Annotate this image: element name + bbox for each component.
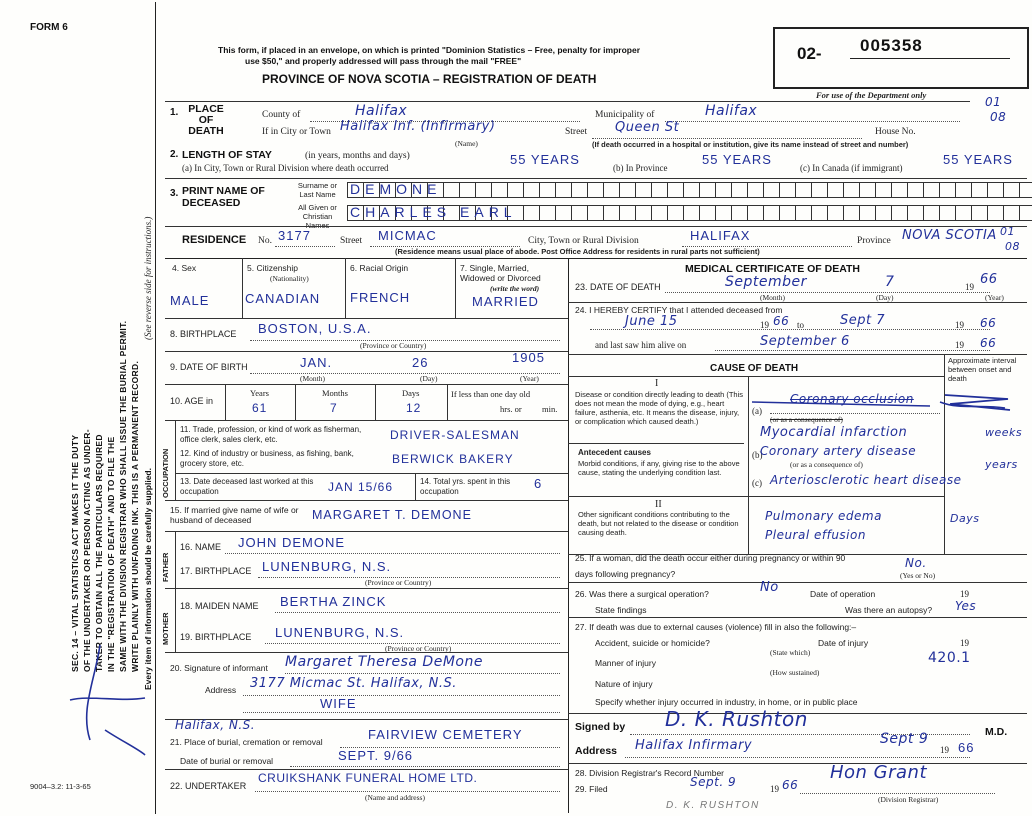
state-findings-label: State findings <box>595 605 647 615</box>
stay-city-label: (a) In City, Town or Rural Division where death occurred <box>182 163 389 173</box>
death-year-caption: (Year) <box>985 293 1004 302</box>
mother-section-label: MOTHER <box>161 612 170 645</box>
death-day-caption: (Day) <box>876 293 894 302</box>
stay-label: LENGTH OF STAY <box>182 149 272 161</box>
q13-label: 13. Date deceased last worked at this occupation <box>180 477 314 496</box>
cause-b-value: Coronary artery disease <box>760 444 917 458</box>
age-months-value: 7 <box>330 401 338 415</box>
residence-street-label: Street <box>340 236 363 246</box>
occupation-section-label: OCCUPATION <box>161 448 170 498</box>
death-year: 66 <box>980 272 998 287</box>
birthplace-caption: (Province or Country) <box>360 341 427 350</box>
medical-title: MEDICAL CERTIFICATE OF DEATH <box>685 263 860 275</box>
municipality-label: Municipality of <box>595 110 655 120</box>
burial-place-label: 21. Place of burial, cremation or removal <box>170 737 323 747</box>
residence-city-value: HALIFAX <box>690 228 751 243</box>
physician-year-prefix: 19 <box>940 745 949 755</box>
q15-value: MARGARET T. DEMONE <box>312 508 472 522</box>
reg-number: 005358 <box>860 36 923 55</box>
q28-label: 28. Division Registrar's Record Number <box>575 768 725 778</box>
mother-birthplace-value: LUNENBURG, N.S. <box>275 625 405 640</box>
physician-address: Halifax Infirmary <box>635 738 753 753</box>
informant-relation: WIFE <box>320 696 357 711</box>
place-num: 1. <box>170 107 179 118</box>
citizenship-label: 5. Citizenship <box>247 263 299 273</box>
q14-label: 14. Total yrs. spent in this occupation <box>420 477 511 496</box>
last-saw-prefix: 19 <box>955 340 964 350</box>
age-years-value: 61 <box>252 401 268 415</box>
mother-maiden-label: 18. MAIDEN NAME <box>180 601 259 611</box>
antecedent-description: Morbid conditions, if any, giving rise to the above cause, stating the underlying condition last. <box>578 459 740 477</box>
q25-label: 25. If a woman, did the death occur either during pregnancy or within 90 days following pregnancy? <box>575 553 846 579</box>
md-label: M.D. <box>985 726 1008 738</box>
q14-value: 6 <box>534 476 543 491</box>
margin-check-mark <box>60 640 150 760</box>
statute-line-2: OF THE UNDERTAKER OR PERSON ACTING AS UNDER- <box>82 429 92 672</box>
careful-note: Every item of information should be carefully supplied. <box>143 468 153 690</box>
autopsy-label: Was there an autopsy? <box>845 605 933 615</box>
cause-strike-scribbles <box>750 390 1023 550</box>
residence-city-label: City, Town or Rural Division <box>528 236 639 246</box>
last-saw-year: 66 <box>980 336 997 350</box>
q11-value: DRIVER-SALESMAN <box>390 428 520 442</box>
stay-canada-label: (c) In Canada (if immigrant) <box>800 163 903 173</box>
q27-label: 27. If death was due to external causes (violence) fill in also the following:– <box>575 622 857 632</box>
cause-a-struck: Coronary occlusion <box>790 392 914 406</box>
residence-street-value: MICMAC <box>378 228 437 243</box>
street-value: Queen St <box>615 120 680 135</box>
county-value: Halifax <box>355 103 408 119</box>
antecedent-label: Antecedent causes <box>578 448 651 457</box>
interval-a: weeks <box>985 426 1023 439</box>
yes-no-caption: (Yes or No) <box>900 571 936 580</box>
dob-label: 9. DATE OF BIRTH <box>170 362 248 372</box>
q25-value: No. <box>905 556 927 570</box>
filed-year: 66 <box>782 778 799 792</box>
attended-to: Sept 7 <box>840 313 886 328</box>
residence-code-2: 08 <box>1005 240 1020 253</box>
q26-value: No <box>760 580 779 595</box>
physician-stamp: D. K. RUSHTON <box>666 800 760 811</box>
cause-b-line: (b) <box>752 450 763 460</box>
undertaker-value: CRUIKSHANK FUNERAL HOME LTD. <box>258 771 478 785</box>
mother-birthplace-label: 19. BIRTHPLACE <box>180 632 252 642</box>
form-label: FORM 6 <box>30 22 68 33</box>
form-title: PROVINCE OF NOVA SCOTIA – REGISTRATION OF DEATH <box>262 72 597 86</box>
statute-line-3: TAKER TO OBTAIN ALL THE PARTICULARS REQUIRED <box>94 434 104 672</box>
last-saw-label: and last saw him alive on <box>595 340 687 350</box>
interval-b: years <box>985 458 1018 471</box>
attended-to-year: 66 <box>980 316 997 330</box>
part-1-label: I <box>655 378 659 389</box>
other-cause-1-interval: Days <box>950 512 980 525</box>
dob-day-caption: (Day) <box>420 374 438 383</box>
reg-prefix: 02- <box>797 44 822 63</box>
street-label: Street <box>565 127 588 137</box>
residence-note: (Residence means usual place of abode. Post Office Address for residents in rural parts not sufficient) <box>395 247 760 256</box>
marital-label: 7. Single, Married, Widowed or Divorced <box>460 263 541 283</box>
dob-year-caption: (Year) <box>520 374 539 383</box>
q11-label: 11. Trade, profession, or kind of work as fisherman, office clerk, sales clerk, etc. <box>180 425 362 444</box>
surname-label: Surname or Last Name <box>297 181 338 199</box>
statute-line-6: WRITE PLAINLY WITH UNFADING INK. THIS IS A PERMANENT RECORD. <box>130 360 140 672</box>
other-cause-1: Pulmonary edema <box>765 509 882 523</box>
attended-to-label: to <box>797 320 805 330</box>
state-which-caption: (State which) <box>770 648 811 657</box>
given-label: All Given or Christian Names <box>298 203 337 230</box>
specify-label: Specify whether injury occurred in industry, in home, or in public place <box>595 697 858 707</box>
stay-city-value: 55 YEARS <box>510 152 580 167</box>
attended-to-prefix: 19 <box>955 320 964 330</box>
death-day: 7 <box>885 274 895 290</box>
burial-date-value: SEPT. 9/66 <box>338 748 414 763</box>
birthplace-label: 8. BIRTHPLACE <box>170 329 237 339</box>
autopsy-value: Yes <box>955 599 977 613</box>
q15-label: 15. If married give name of wife or husband of deceased <box>170 505 299 525</box>
dob-year: 1905 <box>512 350 545 365</box>
given-name-value: CHARLES EARL <box>350 204 517 220</box>
operation-year-prefix: 19 <box>960 589 969 599</box>
q24-label: 24. I HEREBY CERTIFY that I attended deceased from <box>575 305 783 315</box>
stay-units: (in years, months and days) <box>305 151 410 161</box>
father-birthplace-value: LUNENBURG, N.S. <box>262 559 392 574</box>
registrar-caption: (Division Registrar) <box>878 795 939 804</box>
q29-label: 29. Filed <box>575 784 608 794</box>
cause-a-value: Myocardial infarction <box>760 425 908 440</box>
attended-from: June 15 <box>625 314 678 329</box>
q26-label: 26. Was there a surgical operation? <box>575 589 709 599</box>
city-town-label: If in City or Town <box>262 127 331 137</box>
death-month-caption: (Month) <box>760 293 785 302</box>
stay-province-value: 55 YEARS <box>702 152 772 167</box>
registrar-signature: Hon Grant <box>830 762 928 783</box>
undertaker-label: 22. UNDERTAKER <box>170 781 247 791</box>
envelope-note-1: This form, if placed in an envelope, on which is printed "Dominion Statistics – Free, penalty for improper <box>218 45 641 55</box>
name-num: 3. <box>170 188 179 199</box>
citizenship-value: CANADIAN <box>245 291 321 306</box>
hospital-note: (If death occurred in a hospital or institution, give its name instead of street and number) <box>592 140 909 149</box>
house-label: House No. <box>875 127 916 137</box>
q13-value: JAN 15/66 <box>328 480 394 494</box>
dob-month-caption: (Month) <box>300 374 325 383</box>
accident-label: Accident, suicide or homicide? <box>595 638 710 648</box>
place-label: PLACE OF DEATH <box>188 103 224 137</box>
burial-date-label: Date of burial or removal <box>180 756 274 766</box>
stay-province-label: (b) In Province <box>613 163 668 173</box>
residence-province-value: NOVA SCOTIA <box>902 228 997 243</box>
informant-signature: Margaret Theresa DeMone <box>285 654 483 670</box>
how-sustained-caption: (How sustained) <box>770 668 820 677</box>
statute-line-1: SEC. 14 – VITAL STATISTICS ACT MAKES IT THE DUTY <box>70 434 80 672</box>
institution-value: Halifax Inf. (Infirmary) <box>340 119 496 134</box>
q23-label: 23. DATE OF DEATH <box>575 282 661 292</box>
interval-label: Approximate interval between onset and death <box>948 356 1017 383</box>
q12-label: 12. Kind of industry or business, as fishing, bank, grocery store, etc. <box>180 449 354 468</box>
informant-address: 3177 Micmac St. Halifax, N.S. <box>250 676 457 691</box>
stay-num: 2. <box>170 149 179 160</box>
residence-no-label: No. <box>258 236 272 246</box>
cause-c-line: (c) <box>752 478 762 488</box>
dob-month: JAN. <box>300 355 333 370</box>
last-saw-value: September 6 <box>760 334 850 349</box>
reverse-note: (See reverse side for instructions.) <box>143 216 153 340</box>
informant-address-label: Address <box>205 685 237 695</box>
residence-label: RESIDENCE <box>182 234 247 246</box>
dept-code-2: 08 <box>990 110 1007 124</box>
form-code: 9004–3.2: 11-3-65 <box>30 782 91 791</box>
attended-from-prefix: 19 <box>760 320 769 330</box>
institution-caption: (Name) <box>455 139 478 148</box>
death-year-prefix: 19 <box>965 282 974 292</box>
age-days-value: 12 <box>406 401 422 415</box>
injury-date-label: Date of injury <box>818 638 869 648</box>
cause-a-line: (a) <box>752 406 762 416</box>
envelope-note-2: use $50," and properly addressed will pass through the mail "FREE" <box>245 56 522 66</box>
less-day-label: If less than one day old <box>451 389 531 399</box>
racial-origin-value: FRENCH <box>350 290 411 305</box>
manner-label: Manner of injury <box>595 658 656 668</box>
sex-value: MALE <box>170 293 210 308</box>
part-2-label: II <box>655 499 662 510</box>
mother-maiden-value: BERTHA ZINCK <box>280 594 387 609</box>
physician-signature: D. K. Rushton <box>665 707 808 731</box>
part-2-description: Other significant conditions contributing to the death, but not related to the disease or condition causing death. <box>578 510 739 537</box>
marital-value: MARRIED <box>472 294 539 309</box>
father-section-label: FATHER <box>161 552 170 582</box>
surname-boxes <box>347 182 1032 198</box>
citizenship-caption: (Nationality) <box>270 274 309 283</box>
residence-no-value: 3177 <box>278 228 311 243</box>
icd-code: 420.1 <box>928 650 971 666</box>
q12-value: BERWICK BAKERY <box>392 452 514 466</box>
burial-place-note: Halifax, N.S. <box>175 718 256 732</box>
dept-code-1: 01 <box>985 95 1002 109</box>
part-1-description: Disease or condition directly leading to death (This does not mean the mode of dying, e.g., heart failure, asthenia, etc. It means the disease, injury, or complication which caused death.) <box>575 390 744 426</box>
cause-title: CAUSE OF DEATH <box>710 363 799 374</box>
father-birthplace-caption: (Province or Country) <box>365 578 432 587</box>
name-label: PRINT NAME OF DECEASED <box>182 185 265 209</box>
due-to-b: (or as a consequence of) <box>790 460 863 469</box>
cause-c-value: Arteriosclerotic heart disease <box>770 473 962 487</box>
father-birthplace-label: 17. BIRTHPLACE <box>180 566 252 576</box>
age-label: 10. AGE in <box>170 396 214 406</box>
sex-label: 4. Sex <box>172 263 197 273</box>
dept-use-note: For use of the Department only <box>816 90 927 100</box>
statute-line-5: SAME WITH THE DIVISION REGISTRAR WHO SHALL ISSUE THE BURIAL PERMIT. <box>118 320 128 672</box>
age-months-label: Months <box>322 388 348 398</box>
injury-year-prefix: 19 <box>960 638 969 648</box>
informant-sig-label: 20. Signature of informant <box>170 663 268 673</box>
racial-origin-label: 6. Racial Origin <box>350 263 409 273</box>
attended-from-year: 66 <box>773 314 790 328</box>
birthplace-value: BOSTON, U.S.A. <box>258 321 372 336</box>
signed-by-label: Signed by <box>575 721 626 733</box>
physician-date: Sept 9 <box>880 731 929 747</box>
undertaker-caption: (Name and address) <box>365 793 425 802</box>
margin-rule <box>155 2 156 814</box>
age-years-label: Years <box>250 388 269 398</box>
municipality-value: Halifax <box>705 103 758 119</box>
hrs-label: hrs. or <box>500 404 522 414</box>
burial-place-value: FAIRVIEW CEMETERY <box>368 727 523 742</box>
mother-birthplace-caption: (Province or Country) <box>385 644 452 653</box>
statute-line-4: IN THE "REGISTRATION OF DEATH" AND TO FILE THE <box>106 436 116 672</box>
surname-value: DEMONE <box>350 181 442 197</box>
other-cause-2: Pleural effusion <box>765 528 866 542</box>
nature-label: Nature of injury <box>595 679 653 689</box>
age-days-label: Days <box>402 388 420 398</box>
marital-caption: (write the word) <box>490 284 540 293</box>
due-to-a: (or as a consequence of) <box>770 415 843 424</box>
filed-date: Sept. 9 <box>690 775 737 789</box>
stay-canada-value: 55 YEARS <box>943 152 1013 167</box>
death-month: September <box>725 274 807 290</box>
physician-address-label: Address <box>575 745 618 757</box>
residence-code-1: 01 <box>1000 225 1015 238</box>
father-name-label: 16. NAME <box>180 542 222 552</box>
min-label: min. <box>542 404 558 414</box>
county-label: County of <box>262 110 301 120</box>
residence-province-label: Province <box>857 236 891 246</box>
filed-year-prefix: 19 <box>770 784 779 794</box>
operation-date-label: Date of operation <box>810 589 876 599</box>
dob-day: 26 <box>412 355 429 370</box>
physician-year: 66 <box>958 740 975 755</box>
father-name-value: JOHN DEMONE <box>238 535 346 550</box>
